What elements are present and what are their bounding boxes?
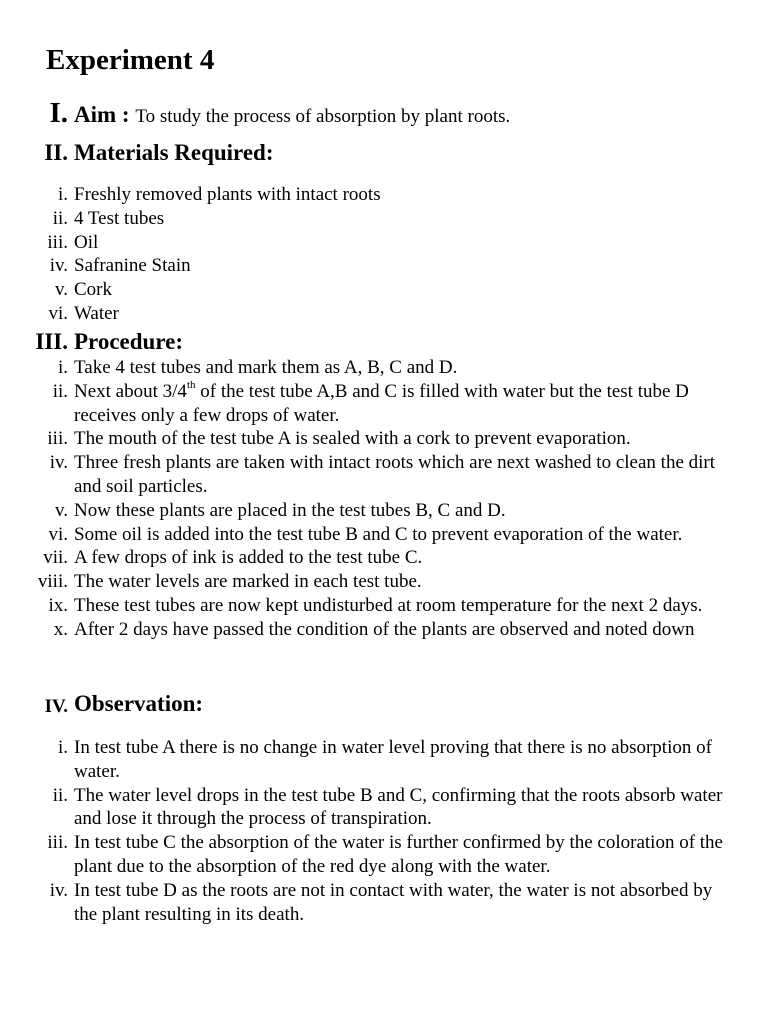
list-marker: v. <box>54 499 68 521</box>
list-item <box>0 356 740 380</box>
list-item-text: Now these plants are placed in the test tubes B, C and D. <box>74 499 506 521</box>
list-item <box>0 231 740 255</box>
observation-heading: Observation: <box>74 691 204 716</box>
list-item <box>0 254 740 278</box>
list-item <box>0 451 740 499</box>
observation-numeral: IV. <box>44 696 68 717</box>
list-marker: iv. <box>49 255 68 277</box>
materials-numeral: II. <box>44 140 68 165</box>
list-item <box>0 380 740 428</box>
list-marker: iii. <box>47 428 68 450</box>
list-item-text: A few drops of ink is added to the test tube C. <box>74 547 423 569</box>
procedure-list <box>0 356 740 642</box>
list-marker: ii. <box>52 784 68 806</box>
list-item-text: In test tube C the absorption of the water is further confirmed by the coloration of the plant due to the absorption of the red dye along with the water. <box>74 832 723 877</box>
list-marker: vi. <box>48 523 68 545</box>
list-item-text: In test tube A there is no change in water level proving that there is no absorption of water. <box>74 737 712 782</box>
list-item <box>0 736 740 784</box>
list-item-text: Three fresh plants are taken with intact roots which are next washed to clean the dirt and soil particles. <box>74 452 716 497</box>
list-item <box>0 594 740 618</box>
list-item-text: After 2 days have passed the condition of the plants are observed and noted down <box>74 618 695 640</box>
page-title: Experiment 4 <box>46 44 215 76</box>
list-item <box>0 879 740 927</box>
list-marker: iii. <box>47 832 68 854</box>
procedure-heading: Procedure: <box>74 329 184 354</box>
list-marker: iv. <box>49 452 68 474</box>
list-item <box>0 618 740 642</box>
list-marker: vi. <box>48 302 68 324</box>
list-item-text: Some oil is added into the test tube B and C to prevent evaporation of the water. <box>74 523 683 545</box>
list-marker: i. <box>57 184 68 205</box>
aim-section <box>0 98 740 132</box>
list-marker: iii. <box>47 231 68 253</box>
list-item-text: Water <box>74 302 119 324</box>
list-marker: i. <box>57 737 68 758</box>
list-item-text: The mouth of the test tube A is sealed with a cork to prevent evaporation. <box>74 428 631 450</box>
list-item <box>0 570 740 594</box>
observation-list <box>0 736 740 926</box>
list-item <box>0 546 740 570</box>
list-item-text: Safranine Stain <box>74 255 191 277</box>
observation-section-heading <box>0 690 740 718</box>
list-item-text: Freshly removed plants with intact roots <box>74 184 381 205</box>
list-item <box>0 302 740 326</box>
list-item <box>0 278 740 302</box>
list-item-text: In test tube D as the roots are not in contact with water, the water is not absorbed by the plant resulting in its death. <box>74 879 713 925</box>
list-item-text: Oil <box>74 231 99 253</box>
list-item <box>0 183 740 207</box>
list-item-text: Next about 3/4 <box>74 380 187 402</box>
aim-heading-label: Aim : <box>74 102 130 127</box>
list-marker: v. <box>54 279 68 301</box>
procedure-section-heading <box>0 328 740 356</box>
materials-heading: Materials Required: <box>74 140 274 165</box>
list-item-text: The water levels are marked in each test tube. <box>74 571 422 593</box>
list-marker: ii. <box>52 380 68 402</box>
list-item-text: of the test tube A,B and C is filled with water but the test tube D receives only a few drops of water. <box>74 380 689 426</box>
list-marker: i. <box>57 357 68 378</box>
list-item-text: Take 4 test tubes and mark them as A, B, C and D. <box>74 357 458 378</box>
list-item <box>0 523 740 547</box>
list-marker: ii. <box>52 207 68 229</box>
materials-list <box>0 183 740 326</box>
list-item-text: The water level drops in the test tube B and C, confirming that the roots absorb water and lose it through the process of transpiration. <box>74 784 723 830</box>
procedure-numeral: III. <box>35 329 68 354</box>
materials-section-heading <box>0 139 740 167</box>
superscript: th <box>186 379 196 392</box>
list-item-text: 4 Test tubes <box>74 207 165 229</box>
list-item <box>0 831 740 879</box>
list-item <box>0 427 740 451</box>
aim-text: To study the process of absorption by plant roots. <box>135 106 511 127</box>
aim-heading <box>74 102 510 130</box>
list-item <box>0 784 740 832</box>
list-marker: iv. <box>49 879 68 901</box>
list-item <box>0 207 740 231</box>
list-marker: ix. <box>48 594 68 616</box>
list-item-text: Cork <box>74 279 112 301</box>
list-marker: x. <box>53 618 68 640</box>
aim-numeral: I. <box>49 97 68 129</box>
list-marker: viii. <box>37 571 68 593</box>
list-item <box>0 499 740 523</box>
list-marker: vii. <box>43 547 68 569</box>
list-item-text: These test tubes are now kept undisturbed at room temperature for the next 2 days. <box>74 594 703 616</box>
